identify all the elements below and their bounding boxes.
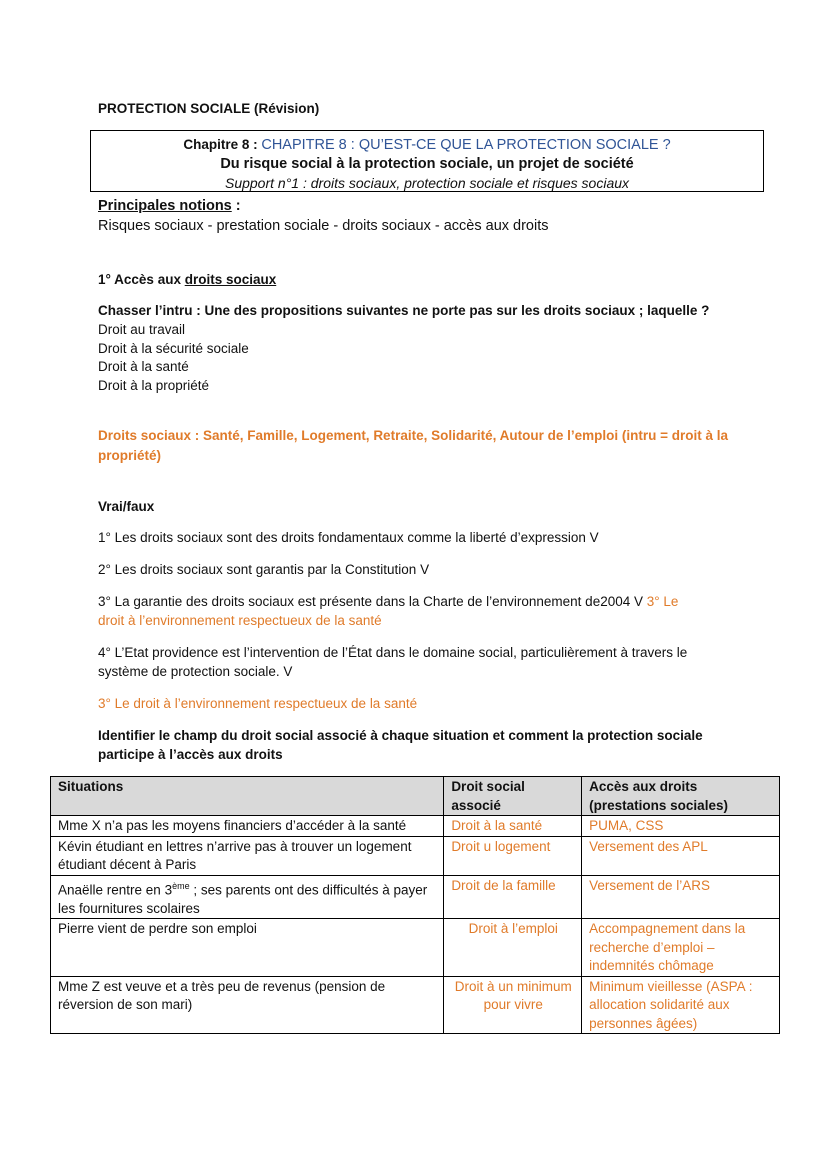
intru-option: Droit au travail <box>98 322 186 337</box>
cell-droit: Droit à un minimum pour vivre <box>444 976 582 1034</box>
header-droit: Droit social associé <box>444 777 582 816</box>
chapter-title: CHAPITRE 8 : QU’EST-CE QUE LA PROTECTION SOCIALE ? <box>261 137 671 153</box>
vrai-faux-item-4-line2: système de protection sociale. V <box>98 664 293 679</box>
cell-acces: Versement des APL <box>582 836 780 875</box>
section1-heading <box>98 270 738 289</box>
header-situations: Situations <box>51 777 444 816</box>
identify-line2: participe à l’accès aux droits <box>98 747 283 762</box>
notions-list: Risques sociaux - prestation sociale - droits sociaux - accès aux droits <box>98 218 549 234</box>
intru-option: Droit à la propriété <box>98 378 210 393</box>
cell-situation: Pierre vient de perdre son emploi <box>51 919 444 977</box>
cell-acces: Accompagnement dans la recherche d’emploi – indemnités chômage <box>582 919 780 977</box>
table-row <box>51 836 780 875</box>
notions-heading-line <box>98 197 738 216</box>
chapter-support: Support n°1 : droits sociaux, protection sociale et risques sociaux <box>224 175 630 191</box>
intru-option: Droit à la sécurité sociale <box>98 341 249 356</box>
cell-situation-b: ; ses parents ont des difficultés à payer les fournitures scolaires <box>58 882 428 916</box>
cell-situation: Mme Z est veuve et a très peu de revenus (pension de réversion de son mari) <box>51 976 444 1034</box>
intru-option: Droit à la santé <box>98 359 189 374</box>
cell-droit: Droit à la santé <box>444 816 582 837</box>
vrai-faux-item-3-text: 3° La garantie des droits sociaux est présente dans la Charte de l’environnement de2004 V <box>98 594 647 609</box>
table-row <box>51 875 780 919</box>
identify-line1: Identifier le champ du droit social associé à chaque situation et comment la protection sociale <box>98 728 703 743</box>
table-row <box>51 919 780 977</box>
section1-number: 1° Accès aux <box>98 272 185 287</box>
cell-situation-sup: ème <box>172 880 190 891</box>
table-header-row <box>51 777 780 816</box>
intru-answer-line1: Droits sociaux : Santé, Famille, Logement, Retraite, Solidarité, Autour de l’emploi (intru = droit à la <box>98 428 728 443</box>
vrai-faux-item-3-correction-line2: droit à l’environnement respectueux de la santé <box>98 613 382 628</box>
notions-colon: : <box>231 198 241 214</box>
cell-situation: Kévin étudiant en lettres n’arrive pas à trouver un logement étudiant décent à Paris <box>51 836 444 875</box>
intru-question: Chasser l’intru : Une des propositions suivantes ne porte pas sur les droits sociaux ; laquelle ? <box>98 303 710 318</box>
page-title: PROTECTION SOCIALE (Révision) <box>98 101 320 116</box>
chapter-line <box>91 135 763 155</box>
table-row <box>51 976 780 1034</box>
notions-heading: Principales notions <box>98 198 232 214</box>
section1-title: droits sociaux <box>184 272 277 287</box>
vrai-faux-item-2: 2° Les droits sociaux sont garantis par la Constitution V <box>98 562 430 577</box>
situations-table <box>50 776 780 1034</box>
chapter-prefix: Chapitre 8 : <box>183 137 262 152</box>
vrai-faux-item-4-line1: 4° L’Etat providence est l’intervention de l’État dans le domaine social, particulièrement à travers le <box>98 645 688 660</box>
cell-situation-a: Anaëlle rentre en 3 <box>58 882 173 897</box>
vrai-faux-item-1: 1° Les droits sociaux sont des droits fondamentaux comme la liberté d’expression V <box>98 530 599 545</box>
cell-situation: Mme X n’a pas les moyens financiers d’accéder à la santé <box>51 816 444 837</box>
cell-droit: Droit de la famille <box>444 875 582 919</box>
cell-acces: Minimum vieillesse (ASPA : allocation solidarité aux personnes âgées) <box>582 976 780 1034</box>
intru-answer-line2: propriété) <box>98 448 162 463</box>
cell-droit: Droit u logement <box>444 836 582 875</box>
cell-acces: Versement de l’ARS <box>582 875 780 919</box>
vrai-faux-correction: 3° Le droit à l’environnement respectueux de la santé <box>98 696 418 711</box>
cell-situation <box>51 875 444 919</box>
vrai-faux-item-3 <box>98 592 798 611</box>
vrai-faux-heading: Vrai/faux <box>98 499 155 514</box>
table-row <box>51 816 780 837</box>
cell-droit: Droit à l’emploi <box>444 919 582 977</box>
cell-acces: PUMA, CSS <box>582 816 780 837</box>
chapter-subtitle: Du risque social à la protection sociale, un projet de société <box>220 156 634 172</box>
header-acces: Accès aux droits (prestations sociales) <box>582 777 780 816</box>
chapter-box <box>90 130 764 192</box>
vrai-faux-item-3-correction: 3° Le <box>646 594 679 609</box>
